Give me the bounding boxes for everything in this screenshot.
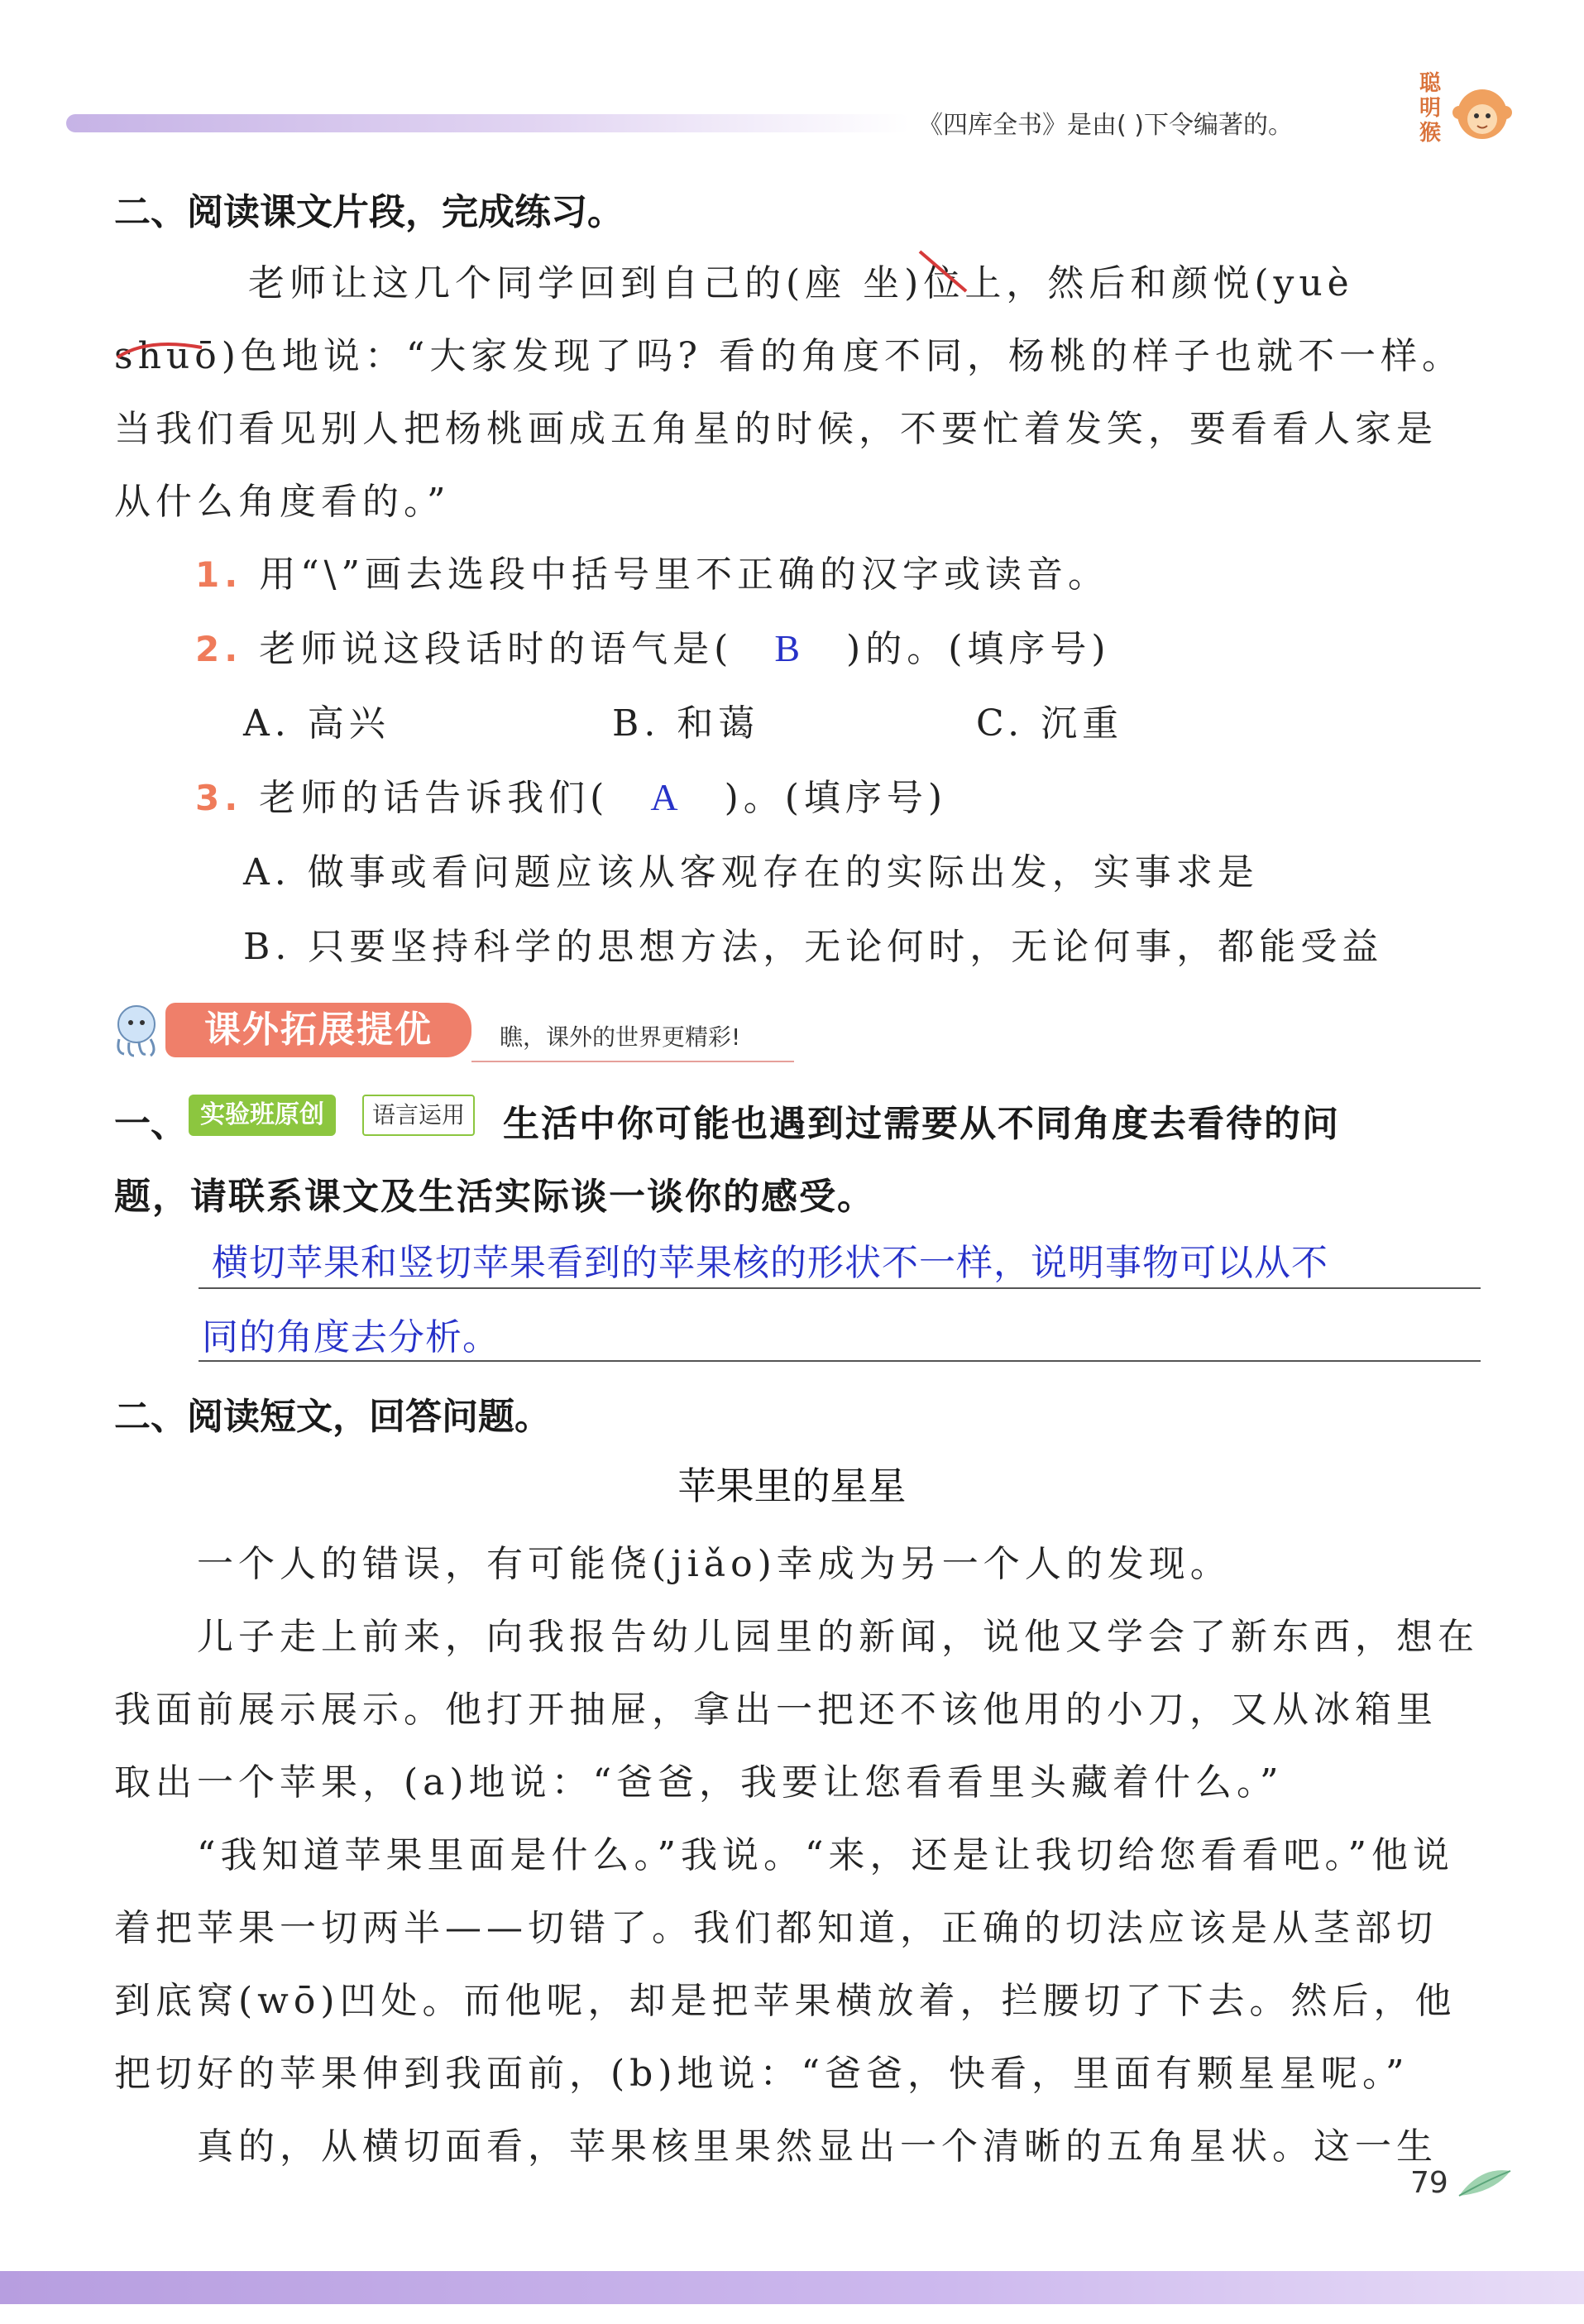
question-3: [195, 768, 947, 821]
story-line-6: 着把苹果一切两半——切错了。我们都知道，正确的切法应该是从茎部切: [114, 1907, 1438, 1949]
story-line-8: 把切好的苹果伸到我面前，(b)地说：“爸爸，快看，里面有颗星星呢。”: [114, 2053, 1409, 2095]
story-line-7: 到底窝(wō)凹处。而他呢，却是把苹果横放着，拦腰切了下去。然后，他: [114, 1980, 1457, 2022]
header-decor-bar: [66, 114, 910, 132]
question-2-option-b: B. 和蔼: [612, 702, 760, 745]
passage-line-1-text: 老师让这几个同学回到自己的(座 坐)位上，然后和颜悦(yuè: [248, 262, 1354, 304]
story-title: 苹果里的星星: [677, 1464, 907, 1508]
question-3-answer: A: [650, 776, 683, 818]
question-3-text-after: )。(填序号): [724, 777, 948, 819]
extension-note: 瞧，课外的世界更精彩!: [500, 1023, 741, 1051]
passage-line-1: [248, 253, 1354, 306]
extension-q1-prefix: 一、: [114, 1103, 187, 1145]
strike-mark-zuo: [918, 248, 968, 295]
question-2-text-after: )的。(填序号): [846, 628, 1111, 670]
extension-underline: [471, 1061, 794, 1062]
page-number: 79: [1410, 2166, 1448, 2200]
question-3-option-a: A. 做事或看问题应该从客观存在的实际出发，实事求是: [243, 851, 1259, 894]
question-2-number: 2.: [195, 629, 243, 669]
question-3-option-b: B. 只要坚持科学的思想方法，无论何时，无论何事，都能受益: [243, 926, 1384, 968]
answer-rule-1: [199, 1287, 1481, 1289]
extension-q1-answer-2: 同的角度去分析。: [202, 1316, 500, 1358]
tag-experimental-class: 实验班原创: [189, 1095, 336, 1136]
extension-q1-answer-1: 横切苹果和竖切苹果看到的苹果核的形状不一样，说明事物可以从不: [212, 1242, 1328, 1284]
monkey-icon: [1414, 66, 1514, 157]
story-line-9: 真的，从横切面看，苹果核里果然显出一个清晰的五角星状。这一生: [197, 2125, 1438, 2168]
footer-decor-bar: [0, 2271, 1584, 2304]
octopus-icon: [108, 1001, 165, 1059]
question-1-number: 1.: [195, 554, 243, 595]
extension-q1-text-1: 生活中你可能也遇到过需要从不同角度去看待的问: [503, 1103, 1340, 1145]
story-line-5: “我知道苹果里面是什么。”我说。“来，还是让我切给您看看吧。”他说: [197, 1834, 1454, 1876]
question-1: [195, 544, 1109, 597]
section-heading: 二、阅读课文片段，完成练习。: [114, 191, 624, 233]
question-1-text: 用“\”画去选段中括号里不正确的汉字或读音。: [259, 553, 1109, 596]
story-line-4: 取出一个苹果，(a)地说：“爸爸，我要让您看看里头藏着什么。”: [114, 1761, 1284, 1804]
question-2: [195, 619, 1111, 672]
passage-line-3: 当我们看见别人把杨桃画成五角星的时候，不要忙着发笑，要看看人家是: [114, 408, 1438, 450]
extension-q1-text-2: 题，请联系课文及生活实际谈一谈你的感受。: [114, 1176, 875, 1218]
question-2-option-c: C. 沉重: [976, 702, 1124, 745]
story-line-2: 儿子走上前来，向我报告幼儿园里的新闻，说他又学会了新东西，想在: [197, 1616, 1479, 1658]
story-line-3: 我面前展示展示。他打开抽屉，拿出一把还不该他用的小刀，又从冰箱里: [114, 1689, 1438, 1731]
extension-banner: 课外拓展提优: [165, 1003, 471, 1057]
story-paragraph-1: 一个人的错误，有可能侥(jiǎo)幸成为另一个人的发现。: [197, 1543, 1232, 1585]
mascot-label: 聪明猴: [1419, 71, 1441, 146]
question-3-text-before: 老师的话告诉我们(: [259, 777, 610, 819]
question-2-option-a: A. 高兴: [243, 702, 390, 745]
mascot-logo: [1414, 66, 1514, 157]
header-tip: 《四库全书》是由( )下令编著的。: [918, 111, 1293, 140]
tag-language-use: 语言运用: [362, 1095, 475, 1136]
question-3-number: 3.: [195, 778, 243, 818]
passage-line-4: 从什么角度看的。”: [114, 481, 451, 523]
question-2-answer: B: [774, 627, 806, 669]
answer-rule-2: [199, 1360, 1481, 1362]
extension-q2-heading: 二、阅读短文，回答问题。: [114, 1396, 551, 1438]
passage-line-2: shuō)色地说：“大家发现了吗? 看的角度不同，杨桃的样子也就不一样。: [114, 335, 1463, 377]
strike-mark-shuo: [114, 333, 205, 366]
leaf-icon: [1456, 2163, 1514, 2204]
question-2-text-before: 老师说这段话时的语气是(: [259, 628, 734, 670]
